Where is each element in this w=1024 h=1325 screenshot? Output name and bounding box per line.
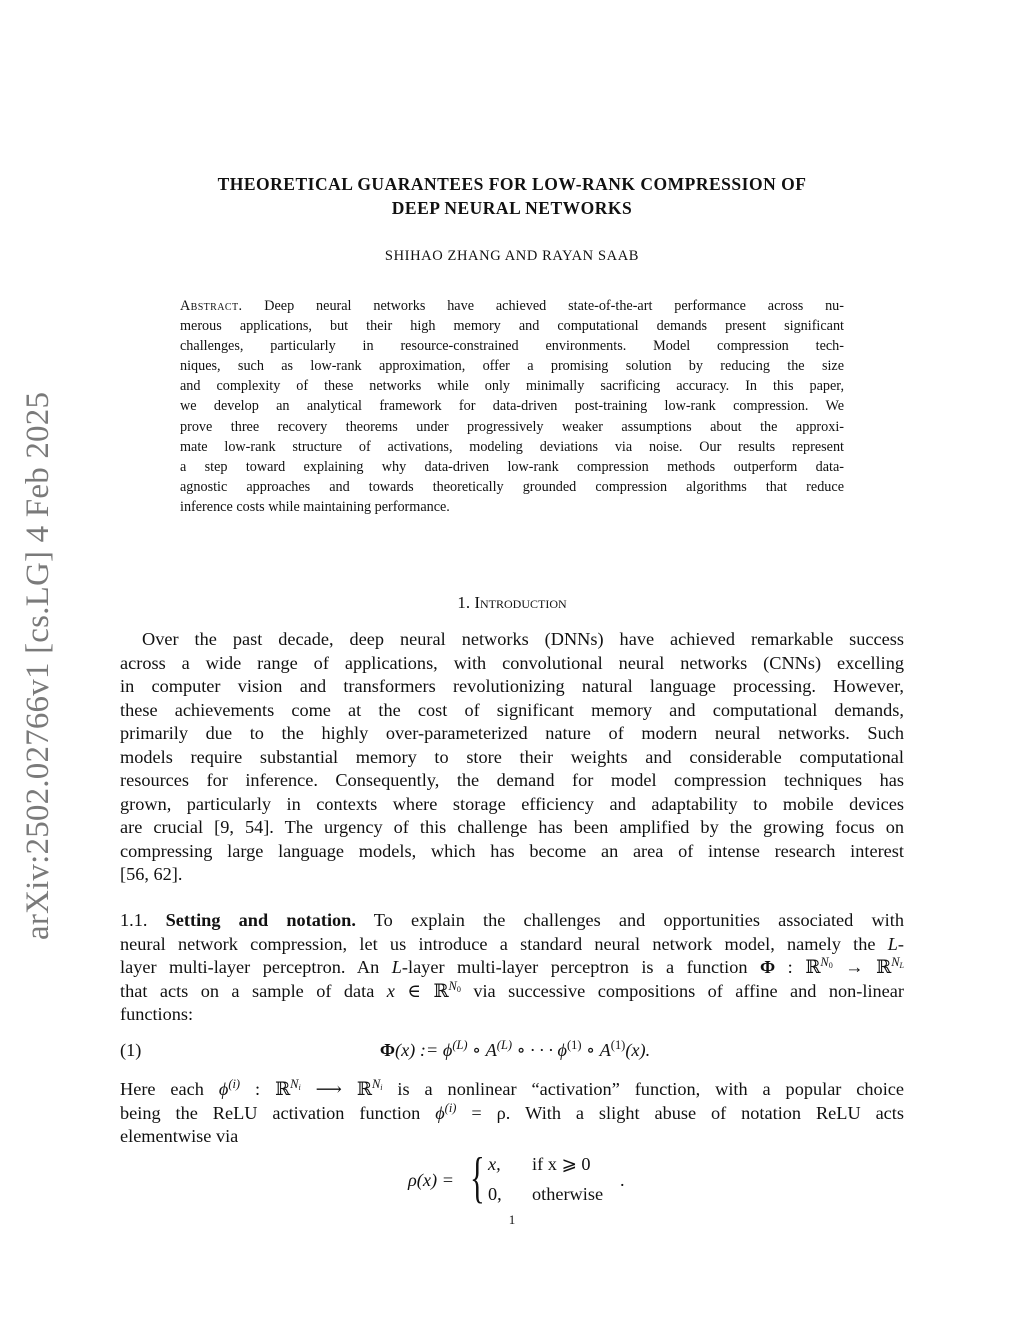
paragraph-text: that acts on a sample of data	[120, 980, 375, 1001]
paragraph-line: grown, particularly in contexts where storage efficiency and adaptability to mobile devices	[120, 793, 904, 814]
paragraph-line: resources for inference. Consequently, the demand for model compression techniques has	[120, 770, 904, 790]
math-superscript: (L)	[452, 1038, 468, 1053]
authors: SHIHAO ZHANG AND RAYAN SAAB	[384, 248, 640, 264]
paragraph-line: are crucial [9, 54]. The urgency of this challenge has been amplified by the growing focus on	[120, 817, 904, 837]
paragraph-line: Over the past decade, deep neural networks (DNNs) have achieved remarkable success	[142, 629, 904, 649]
math-superscript: (1)	[610, 1038, 626, 1053]
math-domain: : ℝ	[787, 957, 821, 977]
math-Phi: Φ	[379, 1040, 395, 1060]
abstract-line: and complexity of these networks while only minimally sacrificing accuracy. In this paper,	[180, 378, 844, 395]
abstract-line: challenges, particularly in resource-constrained environments. Model compression tech-	[180, 338, 844, 355]
math-N: N	[820, 955, 829, 970]
relu-definition	[408, 1147, 638, 1216]
case-2-condition: otherwise	[532, 1184, 604, 1204]
paragraph-text: being the ReLU activation function	[120, 1102, 421, 1123]
abstract-line: merous applications, but their high memory and computational demands present significant	[180, 318, 844, 335]
math-superscript: (1)	[567, 1038, 582, 1053]
paragraph-text: = ρ. With a slight abuse of notation ReLU acts	[471, 1102, 904, 1123]
hyphen: -	[897, 933, 904, 954]
paragraph-line: models require substantial memory to store their weights and considerable computational	[120, 746, 904, 767]
math-subscript: 0	[456, 984, 461, 994]
title-line-1: THEORETICAL GUARANTEES FOR LOW-RANK COMPRESSION OF	[217, 174, 807, 194]
math-domain: : ℝ	[254, 1079, 291, 1099]
intro-paragraph	[120, 628, 904, 887]
math-expr: (x).	[625, 1040, 651, 1060]
paragraph-line: these achievements come at the cost of significant memory and computational demands,	[120, 699, 904, 720]
paragraph-line: elementwise via	[120, 1126, 239, 1146]
cases-brace: {	[470, 1147, 485, 1209]
section-number: 1.	[457, 593, 471, 612]
abstract-line: agnostic approaches and towards theoretically grounded compression algorithms that reduce	[180, 478, 844, 495]
case-2-value: 0,	[488, 1184, 502, 1204]
math-N: N	[371, 1077, 381, 1092]
paper-title	[120, 172, 904, 220]
abstract-line: niques, such as low-rank approximation, offer a promising solution by reducing the size	[180, 358, 844, 375]
abstract-line: we develop an analytical framework for data-driven post-training low-rank compression. We	[180, 398, 844, 415]
abstract-line: mate low-rank structure of activations, modeling deviations via noise. Our results represent	[180, 438, 844, 455]
abstract-line: a step toward explaining why data-driven low-rank compression methods outperform data-	[180, 458, 844, 475]
math-N: N	[290, 1077, 299, 1092]
case-1-value: x,	[488, 1154, 501, 1174]
equation-period: .	[620, 1170, 625, 1190]
paragraph-line: compressing large language models, which has become an area of intense research interest	[120, 840, 904, 861]
math-superscript: (i)	[228, 1077, 241, 1092]
paragraph-line: across a wide range of applications, with convolutional neural networks (CNNs) excelling	[120, 652, 904, 673]
paragraph-text: To explain the challenges and opportunities associated with	[373, 910, 904, 930]
paragraph-line	[120, 956, 904, 980]
math-x: x	[386, 980, 395, 1001]
math-expr: ∘ A	[586, 1040, 611, 1060]
math-codomain: ⟶ ℝ	[315, 1079, 372, 1099]
paragraph-line: in computer vision and transformers revolutionizing natural language processing. However,	[120, 676, 904, 696]
title-line-2: DEEP NEURAL NETWORKS	[391, 198, 633, 218]
activation-paragraph	[120, 1078, 904, 1149]
math-membership: ∈ ℝ	[407, 980, 449, 1001]
page-number: 1	[508, 1212, 516, 1227]
abstract-heading: Abstract.	[180, 298, 243, 314]
relu-lhs: ρ(x) =	[408, 1170, 454, 1190]
math-phi: ϕ	[435, 1102, 445, 1123]
math-superscript: (L)	[496, 1038, 512, 1053]
equation-1	[120, 1040, 904, 1066]
paragraph-text: neural network compression, let us introduce a standard neural network model, namely the	[120, 933, 876, 954]
subsection-setting-and-notation	[120, 909, 904, 1027]
paragraph-text: -layer multi-layer perceptron is a function	[401, 957, 748, 977]
paragraph-text: Here each	[120, 1079, 204, 1099]
paragraph-line: [56, 62].	[120, 864, 183, 884]
math-L: L	[391, 957, 402, 977]
paragraph-line	[120, 980, 904, 1004]
abstract-line: prove three recovery theorems under progressively weaker assumptions about the approxi-	[180, 418, 844, 435]
paragraph-line: functions:	[120, 1004, 194, 1024]
paragraph-text: via successive compositions of affine and non-linear	[473, 980, 905, 1001]
abstract-line-text: Deep neural networks have achieved state-of-the-art performance across nu-	[264, 298, 845, 314]
abstract-line	[180, 296, 844, 316]
case-1-condition: if x ⩾ 0	[532, 1154, 591, 1174]
abstract	[180, 296, 844, 517]
paragraph-text: is a nonlinear “activation” function, with a popular choice	[397, 1079, 905, 1099]
abstract-line: inference costs while maintaining performance.	[180, 498, 450, 515]
section-heading-introduction	[120, 593, 904, 613]
paragraph-line: primarily due to the highly over-parameterized nature of modern neural networks. Such	[120, 723, 904, 743]
math-Phi: Φ	[760, 957, 776, 977]
equation-body	[350, 1040, 680, 1061]
math-N: N	[891, 955, 900, 970]
math-expr: ∘ · · · ϕ	[516, 1040, 567, 1060]
paragraph-text: layer multi-layer perceptron. An	[120, 957, 380, 977]
math-expr: (x) := ϕ	[394, 1040, 453, 1060]
math-phi: ϕ	[218, 1079, 229, 1099]
paragraph-line	[120, 1078, 904, 1102]
math-expr: ∘ A	[472, 1040, 497, 1060]
math-L: L	[887, 933, 898, 954]
math-superscript: (i)	[444, 1100, 457, 1115]
arxiv-identifier-stamp[interactable]: arXiv:2502.02766v1 [cs.LG] 4 Feb 2025	[20, 391, 56, 940]
math-subscript: i	[380, 1083, 383, 1093]
paragraph-line	[120, 1102, 904, 1126]
paragraph-line	[120, 933, 904, 957]
paragraph-line	[120, 909, 904, 933]
math-subscript: L	[899, 961, 904, 971]
math-N: N	[448, 978, 457, 993]
math-subscript: 0	[828, 961, 833, 971]
subsection-title: Setting and notation.	[165, 910, 356, 930]
math-codomain: → ℝ	[845, 957, 892, 977]
math-subscript: i	[298, 1083, 301, 1093]
equation-number: (1)	[120, 1040, 142, 1060]
section-title: Introduction	[474, 593, 567, 612]
subsection-number: 1.1.	[120, 910, 148, 930]
